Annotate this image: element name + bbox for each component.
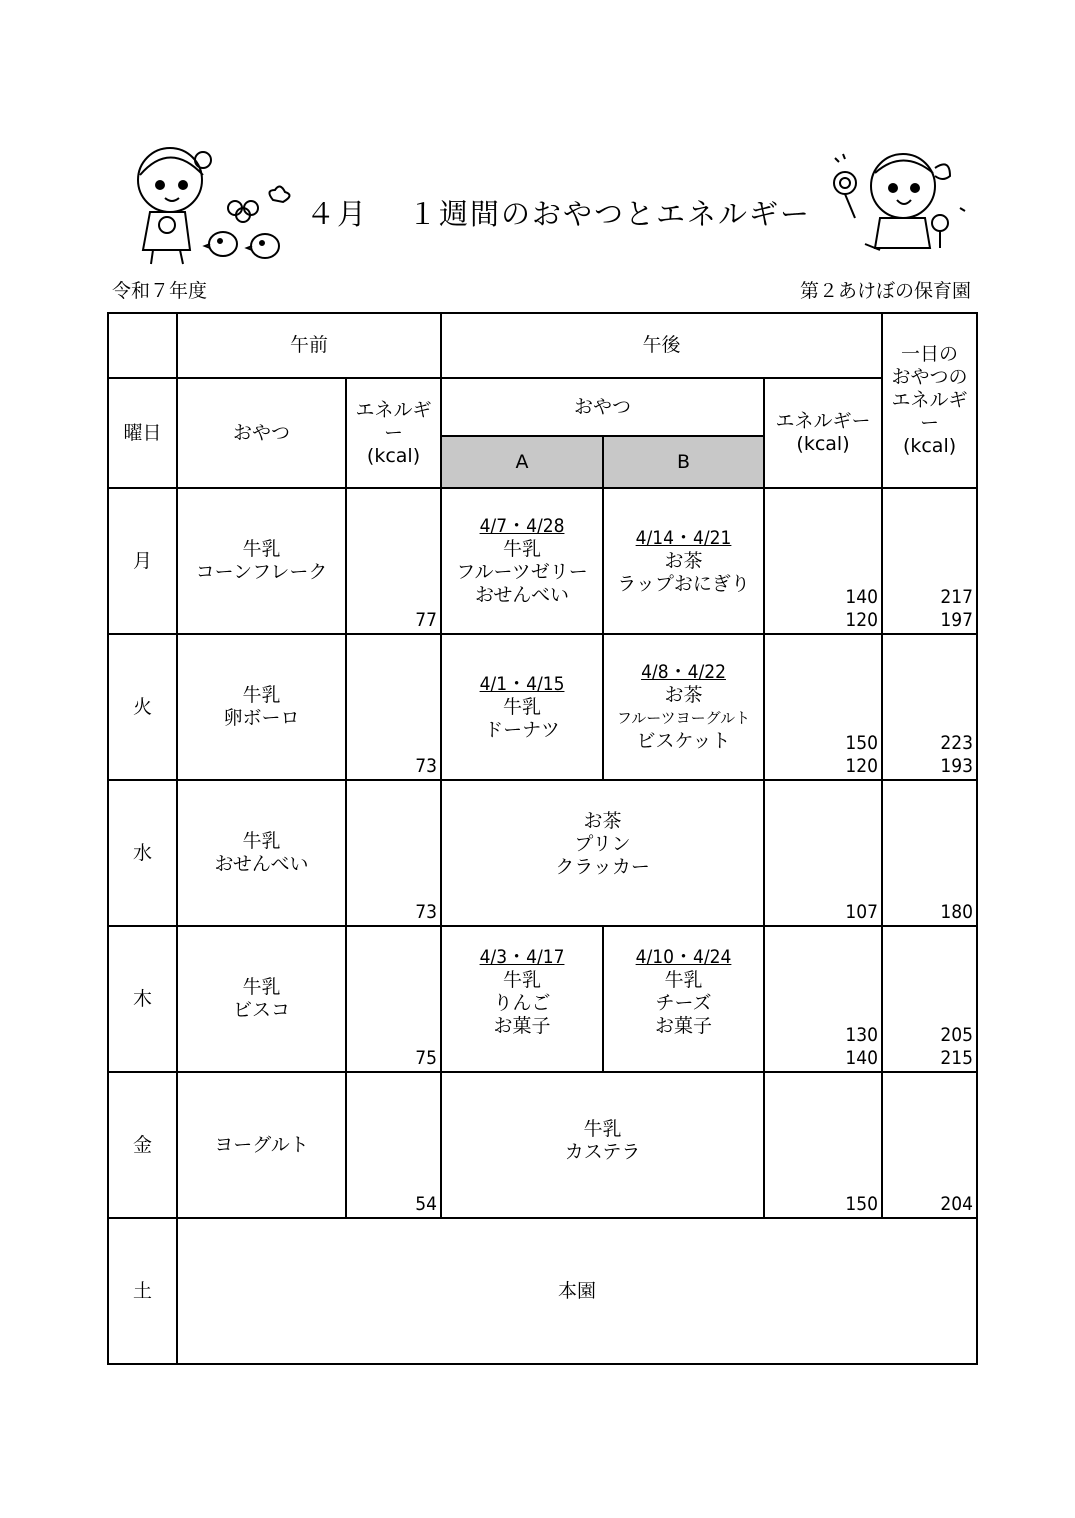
daily-energy-line2: おやつの [891,366,968,388]
mon-am-kcal: 77 [415,609,438,631]
fri-pm-snack [441,1072,764,1218]
tue-am-kcal: 73 [415,755,438,777]
tue-pm-b [603,634,764,780]
header-gozen: 午前 [177,313,441,378]
fri-am-kcal-cell [346,1072,441,1218]
mon-b-date: 4/14・4/21 [635,526,732,549]
daily-energy-line4: (kcal) [902,435,957,457]
tue-am-kcal-cell [346,634,441,780]
fiscal-year: 令和７年度 [112,280,208,302]
day-fri: 金 [108,1072,177,1218]
wed-am-item2: おせんべい [214,853,309,875]
school-name: 第２あけぼの保育園 [799,280,971,302]
energy-pm-line1: エネルギー [775,410,871,432]
tue-b-date: 4/8・4/22 [641,661,726,683]
header-oyatsu-pm: おやつ [441,378,764,436]
mon-am-item2: コーンフレーク [195,561,328,583]
day-sat: 土 [108,1218,177,1364]
fri-pm-item2: カステラ [564,1141,641,1163]
thu-pm-kcal-b: 140 [845,1047,879,1069]
energy-pm-line2: (kcal) [796,433,850,455]
tue-a-item2: ドーナツ [484,718,560,741]
thu-am-kcal: 75 [415,1047,438,1069]
thu-pm-b [603,926,764,1072]
sat-note: 本園 [177,1218,977,1364]
mon-a-item2: フルーツゼリー [456,561,588,583]
wed-am-snack [177,780,346,926]
thu-am-snack [177,926,346,1072]
snack-energy-table [107,312,978,1365]
title-text: １週間のおやつとエネルギー [408,197,812,231]
thu-day-kcal-cell [882,926,977,1072]
girl-flower-illustration [825,148,975,258]
wed-am-kcal: 73 [415,901,438,923]
mon-pm-kcal-b: 120 [845,609,879,631]
mon-day-kcal-b: 197 [940,609,974,631]
thu-pm-kcal-a: 130 [845,1024,879,1046]
header-col-a: A [441,436,603,488]
thu-am-item1: 牛乳 [242,976,281,998]
thu-a-item2: りんご [493,992,551,1014]
mon-a-item3: おせんべい [474,584,570,606]
fri-am-snack [177,1072,346,1218]
title-month: ４月 [306,197,369,231]
header-oyatsu-am: おやつ [177,378,346,488]
thu-pm-a [441,926,603,1072]
wed-pm-kcal: 107 [845,901,879,923]
tue-b-item2: フルーツヨーグルト [616,709,751,727]
daily-energy-line3: エネルギー [891,389,968,434]
mon-day-kcal-cell [882,488,977,634]
mon-pm-kcal-a: 140 [845,586,879,608]
thu-pm-kcal-cell [764,926,882,1072]
tue-pm-a [441,634,603,780]
tue-am-snack [177,634,346,780]
mon-a-item1: 牛乳 [503,538,542,560]
thu-a-date: 4/3・4/17 [479,946,565,968]
thu-b-item2: チーズ [655,992,712,1014]
tue-pm-kcal-b: 120 [845,755,879,777]
page-title [306,192,811,233]
header-energy-am [346,378,441,488]
wed-pm-item3: クラッカー [555,855,650,878]
wed-am-item1: 牛乳 [242,830,281,852]
header-energy-pm [764,378,882,488]
mon-am-kcal-cell [346,488,441,634]
mon-pm-kcal-cell [764,488,882,634]
thu-am-item2: ビスコ [232,999,290,1021]
mon-am-item1: 牛乳 [242,538,281,560]
tue-pm-kcal-cell [764,634,882,780]
fri-day-kcal: 204 [940,1193,974,1215]
header-col-b: B [603,436,764,488]
wed-day-kcal: 180 [940,901,974,923]
thu-b-item1: 牛乳 [664,969,703,991]
fri-am-item1: ヨーグルト [214,1133,309,1156]
energy-am-line1: エネルギー [355,398,432,444]
mon-b-item1: お茶 [664,549,703,572]
tue-day-kcal-a: 223 [940,732,974,754]
tue-b-item1: お茶 [664,684,703,706]
mon-am-snack [177,488,346,634]
wed-pm-item2: プリン [574,832,631,855]
tue-day-kcal-b: 193 [940,755,974,777]
fri-am-kcal: 54 [415,1193,438,1215]
header-gogo: 午後 [441,313,882,378]
fri-pm-kcal-cell [764,1072,882,1218]
thu-b-item3: お菓子 [655,1015,713,1037]
thu-b-date: 4/10・4/24 [635,946,732,968]
thu-day-kcal-a: 205 [940,1024,974,1046]
tue-b-item3: ビスケット [636,730,731,752]
fri-day-kcal-cell [882,1072,977,1218]
fri-pm-kcal: 150 [845,1193,879,1215]
tue-a-item1: 牛乳 [503,695,542,718]
tue-am-item2: 卵ボーロ [223,707,300,729]
energy-am-line2: (kcal) [366,444,421,467]
tue-pm-kcal-a: 150 [845,732,879,754]
mon-pm-b [603,488,764,634]
day-tue: 火 [108,634,177,780]
thu-day-kcal-b: 215 [940,1047,974,1069]
wed-pm-snack [441,780,764,926]
mon-b-item2: ラップおにぎり [617,572,750,595]
mon-pm-a [441,488,603,634]
tue-day-kcal-cell [882,634,977,780]
thu-a-item3: お菓子 [493,1015,551,1037]
wed-pm-item1: お茶 [583,809,622,832]
day-thu: 木 [108,926,177,1072]
thu-am-kcal-cell [346,926,441,1072]
children-chicks-illustration [125,140,295,270]
tue-a-date: 4/1・4/15 [479,672,565,695]
header-youbi: 曜日 [108,378,177,488]
fri-pm-item1: 牛乳 [583,1118,622,1140]
header-daily-energy [882,313,977,488]
wed-am-kcal-cell [346,780,441,926]
thu-a-item1: 牛乳 [503,969,542,991]
tue-am-item1: 牛乳 [242,684,281,706]
wed-pm-kcal-cell [764,780,882,926]
header-blank [108,313,177,378]
day-mon: 月 [108,488,177,634]
day-wed: 水 [108,780,177,926]
mon-day-kcal-a: 217 [940,586,974,608]
mon-a-date: 4/7・4/28 [479,515,565,537]
wed-day-kcal-cell [882,780,977,926]
daily-energy-line1: 一日の [901,343,959,365]
